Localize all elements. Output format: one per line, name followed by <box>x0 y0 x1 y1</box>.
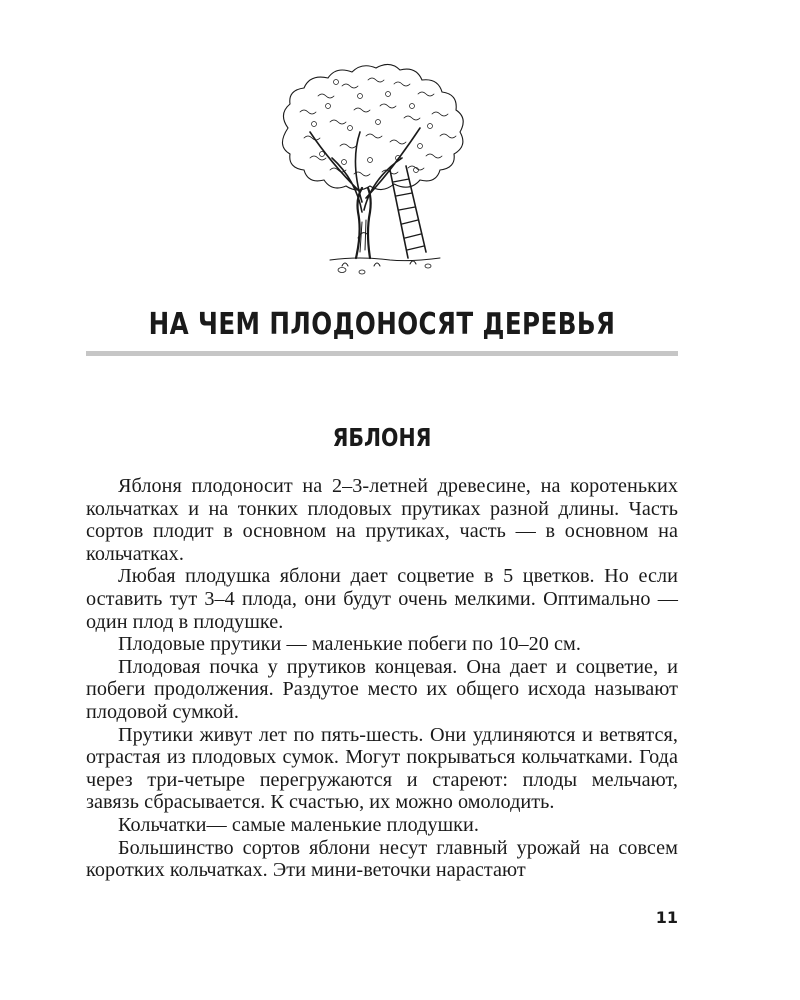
chapter-title: НА ЧЕМ ПЛОДОНОСЯТ ДЕРЕВЬЯ <box>148 307 616 342</box>
body-text <box>86 475 678 882</box>
title-underline-divider <box>86 351 678 356</box>
page-number: 11 <box>655 908 678 927</box>
paragraph: Плодовая почка у прутиков концевая. Она дает и соцветие, и побеги продолжения. Раздутое место их общего исхода называют плодовой сумкой. <box>86 655 678 723</box>
paragraph: Кольчатки— самые маленькие плодушки. <box>118 813 479 836</box>
paragraph: Любая плодушка яблони дает соцветие в 5 цветков. Но если оставить тут 3–4 плода, они будут очень мелкими. Оптимально — один плод в плодушке. <box>86 565 678 633</box>
paragraph: Большинство сортов яблони несут главный урожай на совсем коротких кольчатках. Эти мини-веточки нарастают <box>86 836 678 882</box>
tree-with-ladder-illustration <box>270 62 480 276</box>
paragraph: Яблоня плодоносит на 2–3-летней древесине, на коротеньких кольчатках и на тонких плодовых прутиках разной длины. Часть сортов плодит в основном на прутиках, часть — в основном на кольчатках. <box>86 475 678 565</box>
section-title: ЯБЛОНЯ <box>332 423 432 452</box>
paragraph: Плодовые прутики — маленькие побеги по 10–20 см. <box>118 633 581 656</box>
paragraph: Прутики живут лет по пять-шесть. Они удлиняются и ветвятся, отрастая из плодовых сумок. Могут покрываться кольчатками. Года через три-четыре перегружаются и стареют: плоды мельчают, завязь сбрасывается. К счастью, их можно омолодить. <box>86 723 678 814</box>
